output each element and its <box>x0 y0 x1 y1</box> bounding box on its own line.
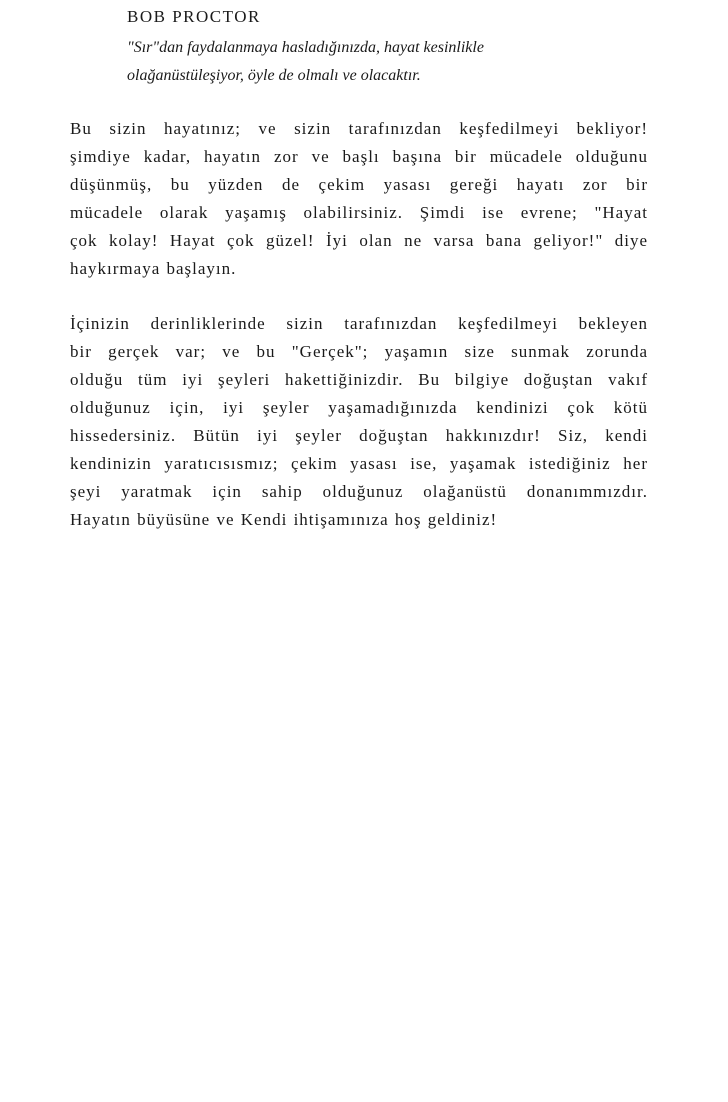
text-line: şeyi yaratmak için sahip olduğunuz olağanüstü donanımmızdır. <box>70 482 648 501</box>
text-line: çok kolay! Hayat çok güzel! İyi olan ne varsa bana geliyor!" diye <box>70 231 648 250</box>
text-line: mücadele olarak yaşamış olabilirsiniz. Şimdi ise evrene; "Hayat <box>70 203 648 222</box>
epigraph-quote <box>127 34 647 90</box>
text-line: düşünmüş, bu yüzden de çekim yasası gereği hayatı zor bir <box>70 175 648 194</box>
text-line: Hayatın büyüsüne ve Kendi ihtişamınıza hoş geldiniz! <box>70 510 498 529</box>
text-line: kendinizin yaratıcısısmız; çekim yasası ise, yaşamak istediğiniz her <box>70 454 648 473</box>
text-line: şimdiye kadar, hayatın zor ve başlı başına bir mücadele olduğunu <box>70 147 648 166</box>
text-line: haykırmaya başlayın. <box>70 259 237 278</box>
text-line: hissedersiniz. Bütün iyi şeyler doğuştan hakkınızdır! Siz, kendi <box>70 426 648 445</box>
text-line: İçinizin derinliklerinde sizin tarafınızdan keşfedilmeyi bekleyen <box>70 314 648 333</box>
text-line: olduğu tüm iyi şeyleri hakettiğinizdir. Bu bilgiye doğuştan vakıf <box>70 370 648 389</box>
paragraph-2 <box>70 310 648 534</box>
epigraph-author: BOB PROCTOR <box>127 7 261 26</box>
text-line: Bu sizin hayatınız; ve sizin tarafınızdan keşfedilmeyi bekliyor! <box>70 119 648 138</box>
epigraph-line: "Sır"dan faydalanmaya hasladığınızda, hayat kesinlikle <box>127 39 484 56</box>
paragraph-1 <box>70 115 648 283</box>
epigraph-line: olağanüstüleşiyor, öyle de olmalı ve olacaktır. <box>127 67 421 84</box>
epigraph <box>127 6 647 90</box>
text-line: olduğunuz için, iyi şeyler yaşamadığınızda kendinizi çok kötü <box>70 398 648 417</box>
text-line: bir gerçek var; ve bu "Gerçek"; yaşamın size sunmak zorunda <box>70 342 648 361</box>
